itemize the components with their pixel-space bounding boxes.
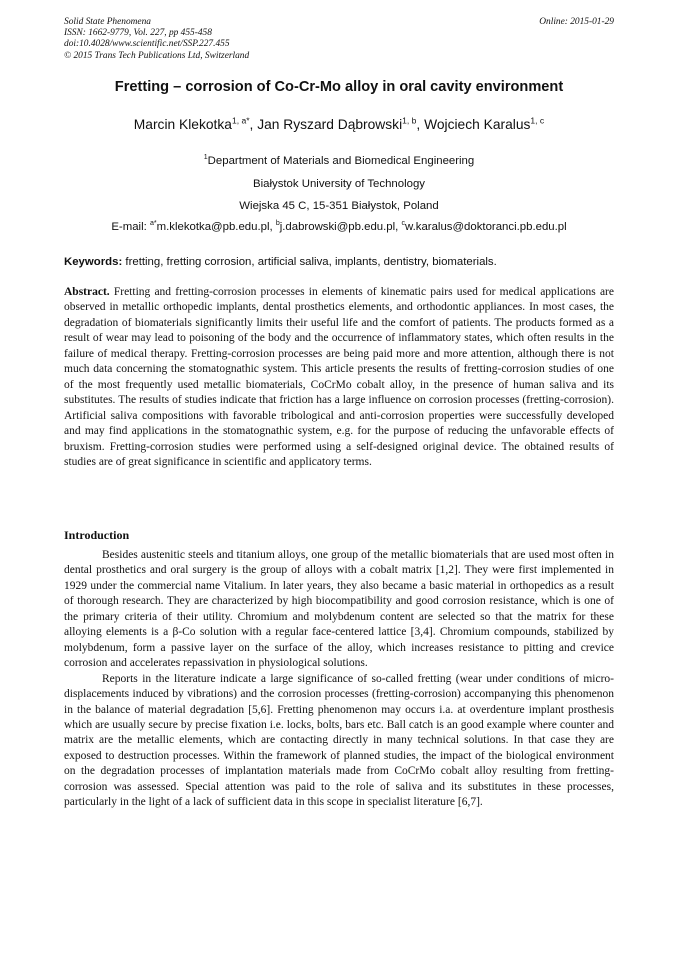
- email-link[interactable]: w.karalus@doktoranci.pb.edu.pl: [405, 221, 567, 233]
- journal-name: Solid State Phenomena: [64, 17, 151, 27]
- abstract-text: Fretting and fretting-corrosion processes in elements of kinematic pairs used for medical applications are observed in metallic orthopedic implants, dental prosthetics elements, and orthodontic appliances. In most cases, the degradation of biomaterials significantly limits their useful life and the comfort of patients. The products formed as a result of wear may lead to poisoning of the body and the occurrence of inflammatory states, which often results in the failure of medical therapy. Fretting-corrosion processes are being paid more and more attention, although there is not much data concerning the stomatognathic system. This article presents the results of fretting-corrosion studies of one of the most frequently used metallic biomaterials, CoCrMo cobalt alloy, in the presence of human saliva and its substitutes. The results of studies indicate that friction has a large influence on corrosion processes (fretting-corrosion). Artificial saliva compositions with favorable tribological and anti-corrosion properties were successfully developed and may find applications in the stomatognathic system, e.g. for the purpose of reducing the unfavorable effects of bruxism. Fretting-corrosion studies were performed using a self-designed original device. The obtained results of studies are of great significance in scientific and applicatory terms.: [64, 286, 614, 468]
- abstract: [64, 285, 614, 470]
- paragraph: Besides austenitic steels and titanium alloys, one group of the metallic biomaterials that are used most often in dental prosthetics and oral surgery is the group of alloys with a cobalt matrix [1,2]. They were first implemented in 1929 under the commercial name Vitalium. In later years, they also became a basic material in orthopedics as a result of thorough research. They are characterized by high biocompatibility and good corrosion resistance, which is one of the primary criteria of their utility. Chromium and molybdenum content are selected so that the matrix for these alloying elements is a β-Co solution with a regular face-centered lattice [3,4]. Chromium compounds, stabilized by molybdenum, form a passive layer on the surface of the alloy, which increases resistance to pitting and crevice corrosion and accelerates repassivation in physiological solutions.: [64, 549, 614, 670]
- affiliation-mark: 1: [203, 154, 208, 162]
- affiliation-university: Białystok University of Technology: [253, 178, 425, 190]
- department-name: Department of Materials and Biomedical Engineering: [207, 155, 475, 167]
- author-affiliation-mark: 1, b: [402, 115, 417, 126]
- paper-title: Fretting – corrosion of Co-Cr-Mo alloy in oral cavity environment: [114, 79, 564, 95]
- affiliation-department: [0, 155, 678, 167]
- email-label: E-mail:: [111, 221, 150, 233]
- author-separator: ,: [249, 117, 258, 132]
- affiliation-address: Wiejska 45 C, 15-351 Białystok, Poland: [239, 200, 439, 212]
- author-separator: ,: [416, 117, 425, 132]
- email-mark: b: [275, 220, 280, 228]
- section-heading: Introduction: [64, 528, 130, 542]
- paragraph: Reports in the literature indicate a large significance of so-called fretting (wear under conditions of micro-displacements induced by vibrations) and the corrosion processes (fretting-corrosion) accompanying this phenomenon in the balance of material degradation [5,6]. Fretting phenomenon may occurs i.a. at overdenture implant prosthesis which are usually secure by precise fixation i.e. locks, bolts, bars etc. Ball catch is an good example where counter and matrix are the metallic elements, which are contacting directly in many technical solutions. In that case they are exposed to destruction processes. Within the framework of planned studies, the impact of the biological environment on the degradation processes of implantation materials made from CoCrMo cobalt alloy resulting from fretting-corrosion was assessed. Special attention was paid to the role of saliva and its substitutes in these processes, particularly in the light of a lack of sufficient data in this scope in specialist literature [6,7].: [64, 672, 614, 809]
- author-name: Wojciech Karalus: [424, 117, 531, 132]
- abstract-label: Abstract.: [64, 286, 110, 298]
- journal-copyright: © 2015 Trans Tech Publications Ltd, Switzerland: [64, 50, 250, 61]
- author-affiliation-mark: 1, c: [530, 115, 545, 126]
- author-name: Jan Ryszard Dąbrowski: [257, 117, 403, 132]
- introduction-body: [64, 548, 614, 811]
- keywords-text: fretting, fretting corrosion, artificial saliva, implants, dentistry, biomaterials.: [122, 256, 497, 268]
- email-link[interactable]: j.dabrowski@pb.edu.pl,: [279, 221, 402, 233]
- journal-issn: ISSN: 1662-9779, Vol. 227, pp 455-458: [64, 28, 212, 39]
- email-mark: c: [401, 220, 406, 228]
- author-affiliation-mark: 1, a*: [231, 115, 250, 126]
- online-date: Online: 2015-01-29: [539, 17, 614, 27]
- journal-header: [64, 17, 614, 62]
- author-list: [0, 117, 678, 132]
- email-link[interactable]: m.klekotka@pb.edu.pl,: [156, 221, 276, 233]
- journal-doi: doi:10.4028/www.scientific.net/SSP.227.455: [64, 39, 230, 50]
- author-name: Marcin Klekotka: [133, 117, 232, 132]
- keywords: [64, 256, 614, 268]
- email-mark: a*: [149, 220, 157, 228]
- affiliation-emails: [0, 221, 678, 233]
- keywords-label: Keywords:: [64, 256, 123, 268]
